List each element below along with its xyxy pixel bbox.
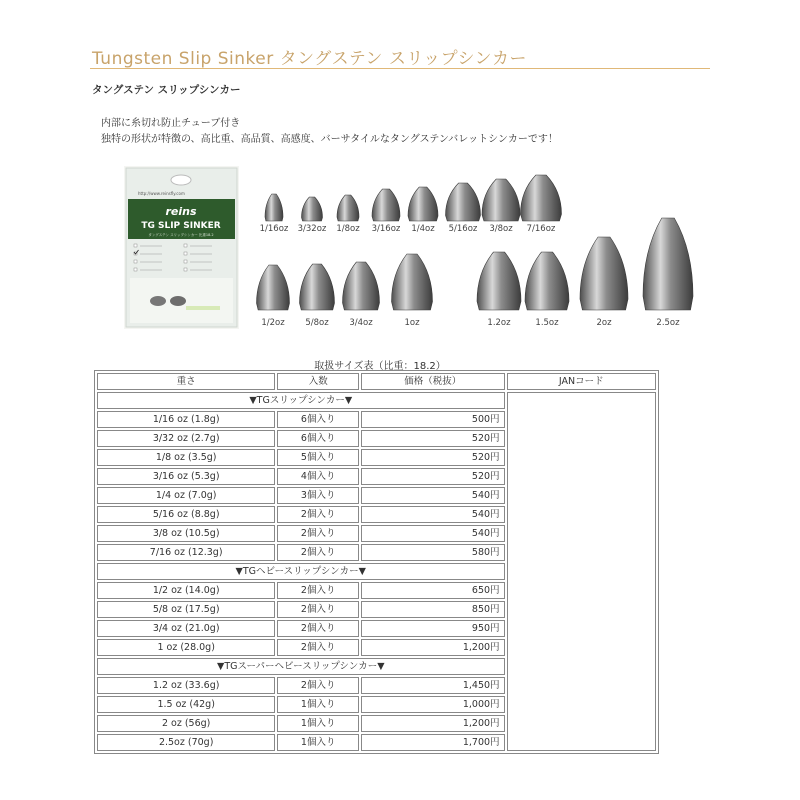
price-cell: 1,200円 [361,715,505,732]
sinker-3-32oz [302,197,323,221]
sinker-size-label: 1oz [404,318,420,328]
group-title: ▼TGヘビースリップシンカー▼ [97,563,505,580]
weight-cell: 2 oz (56g) [97,715,275,732]
quantity-cell: 2個入り [277,582,359,599]
sinker-5-8oz [300,264,335,310]
sinker-size-label: 1.5oz [535,318,559,328]
weight-cell: 1.5 oz (42g) [97,696,275,713]
quantity-cell: 5個入り [277,449,359,466]
description-line-1: 内部に糸切れ防止チューブ付き [101,118,241,129]
sinker-1-2oz [477,252,521,310]
sinker-3-16oz [372,189,400,221]
sinker-1-16oz [265,194,283,221]
sinker-1-8oz [337,195,359,221]
quantity-cell: 4個入り [277,468,359,485]
section-subtitle: タングステン スリップシンカー [92,84,241,96]
table-caption: 取扱サイズ表（比重：18.2） [314,361,446,372]
description-line-2: 独特の形状が特徴の、高比重、高品質、高感度、バーサタイルなタングステンバレットシンカーです！ [101,134,558,145]
sinker-2-5oz [643,218,693,310]
sinker-2oz [580,237,628,310]
quantity-cell: 6個入り [277,411,359,428]
quantity-cell: 2個入り [277,506,359,523]
price-cell: 850円 [361,601,505,618]
quantity-cell: 1個入り [277,696,359,713]
sinker-size-label: 3/4oz [349,318,373,328]
price-cell: 540円 [361,506,505,523]
quantity-cell: 6個入り [277,430,359,447]
sinker-3-4oz [343,262,380,310]
weight-cell: 1/16 oz (1.8g) [97,411,275,428]
sinker-size-label: 3/32oz [297,224,327,234]
sinker-1-5oz [525,252,569,310]
package-sub: タングステン スリップシンカー 比重18.2 [148,233,214,237]
page-title: Tungsten Slip Sinker タングステン スリップシンカー [92,49,528,69]
price-cell: 580円 [361,544,505,561]
weight-cell: 7/16 oz (12.3g) [97,544,275,561]
weight-cell: 3/4 oz (21.0g) [97,620,275,637]
package-url: http://www.reinsfly.com [138,191,185,196]
price-cell: 520円 [361,468,505,485]
price-cell: 650円 [361,582,505,599]
sinker-size-label: 1/4oz [411,224,435,234]
quantity-cell: 1個入り [277,734,359,751]
quantity-cell: 3個入り [277,487,359,504]
package-brand: reins [165,205,197,218]
price-cell: 540円 [361,525,505,542]
header-quantity: 入数 [277,373,359,390]
table-header-row [97,373,656,390]
group-header-row [97,392,656,409]
quantity-cell: 2個入り [277,544,359,561]
quantity-cell: 1個入り [277,715,359,732]
group-title: ▼TGスーパーヘビースリップシンカー▼ [97,658,505,675]
quantity-cell: 2個入り [277,620,359,637]
sinker-1oz [392,254,433,310]
weight-cell: 1.2 oz (33.6g) [97,677,275,694]
header-jan: JANコード [507,373,656,390]
sinker-photo-grid [255,172,700,332]
header-weight: 重さ [97,373,275,390]
sinker-size-label: 3/8oz [489,224,513,234]
sinker-size-label: 3/16oz [371,224,401,234]
weight-cell: 2.5oz (70g) [97,734,275,751]
weight-cell: 1/4 oz (7.0g) [97,487,275,504]
sinker-1-4oz [408,187,438,221]
package-image [124,166,239,329]
sinker-size-label: 7/16oz [526,224,556,234]
quantity-cell: 2個入り [277,525,359,542]
weight-cell: 1 oz (28.0g) [97,639,275,656]
price-cell: 1,000円 [361,696,505,713]
sinker-size-label: 5/16oz [448,224,478,234]
sinker-size-label: 1/16oz [259,224,289,234]
size-table [94,370,659,754]
sinker-size-label: 1/2oz [261,318,285,328]
quantity-cell: 2個入り [277,601,359,618]
quantity-cell: 2個入り [277,677,359,694]
price-cell: 520円 [361,430,505,447]
weight-cell: 5/16 oz (8.8g) [97,506,275,523]
package-product: TG SLIP SINKER [141,221,221,231]
weight-cell: 3/16 oz (5.3g) [97,468,275,485]
price-cell: 1,700円 [361,734,505,751]
weight-cell: 1/2 oz (14.0g) [97,582,275,599]
header-price: 価格（税抜） [361,373,505,390]
sinker-1-2oz [257,265,290,310]
sinker-3-8oz [482,179,520,221]
price-cell: 950円 [361,620,505,637]
weight-cell: 5/8 oz (17.5g) [97,601,275,618]
weight-cell: 3/32 oz (2.7g) [97,430,275,447]
weight-cell: 1/8 oz (3.5g) [97,449,275,466]
sinker-size-label: 1.2oz [487,318,511,328]
price-cell: 540円 [361,487,505,504]
price-cell: 520円 [361,449,505,466]
sinker-7-16oz [521,175,562,221]
sinker-size-label: 1/8oz [336,224,360,234]
jan-code-cell [507,392,656,751]
sinker-5-16oz [446,183,481,221]
title-divider [90,68,710,69]
price-cell: 1,200円 [361,639,505,656]
sinker-size-label: 2.5oz [656,318,680,328]
price-cell: 500円 [361,411,505,428]
group-title: ▼TGスリップシンカー▼ [97,392,505,409]
sinker-size-label: 2oz [596,318,612,328]
price-cell: 1,450円 [361,677,505,694]
weight-cell: 3/8 oz (10.5g) [97,525,275,542]
sinker-size-label: 5/8oz [305,318,329,328]
quantity-cell: 2個入り [277,639,359,656]
